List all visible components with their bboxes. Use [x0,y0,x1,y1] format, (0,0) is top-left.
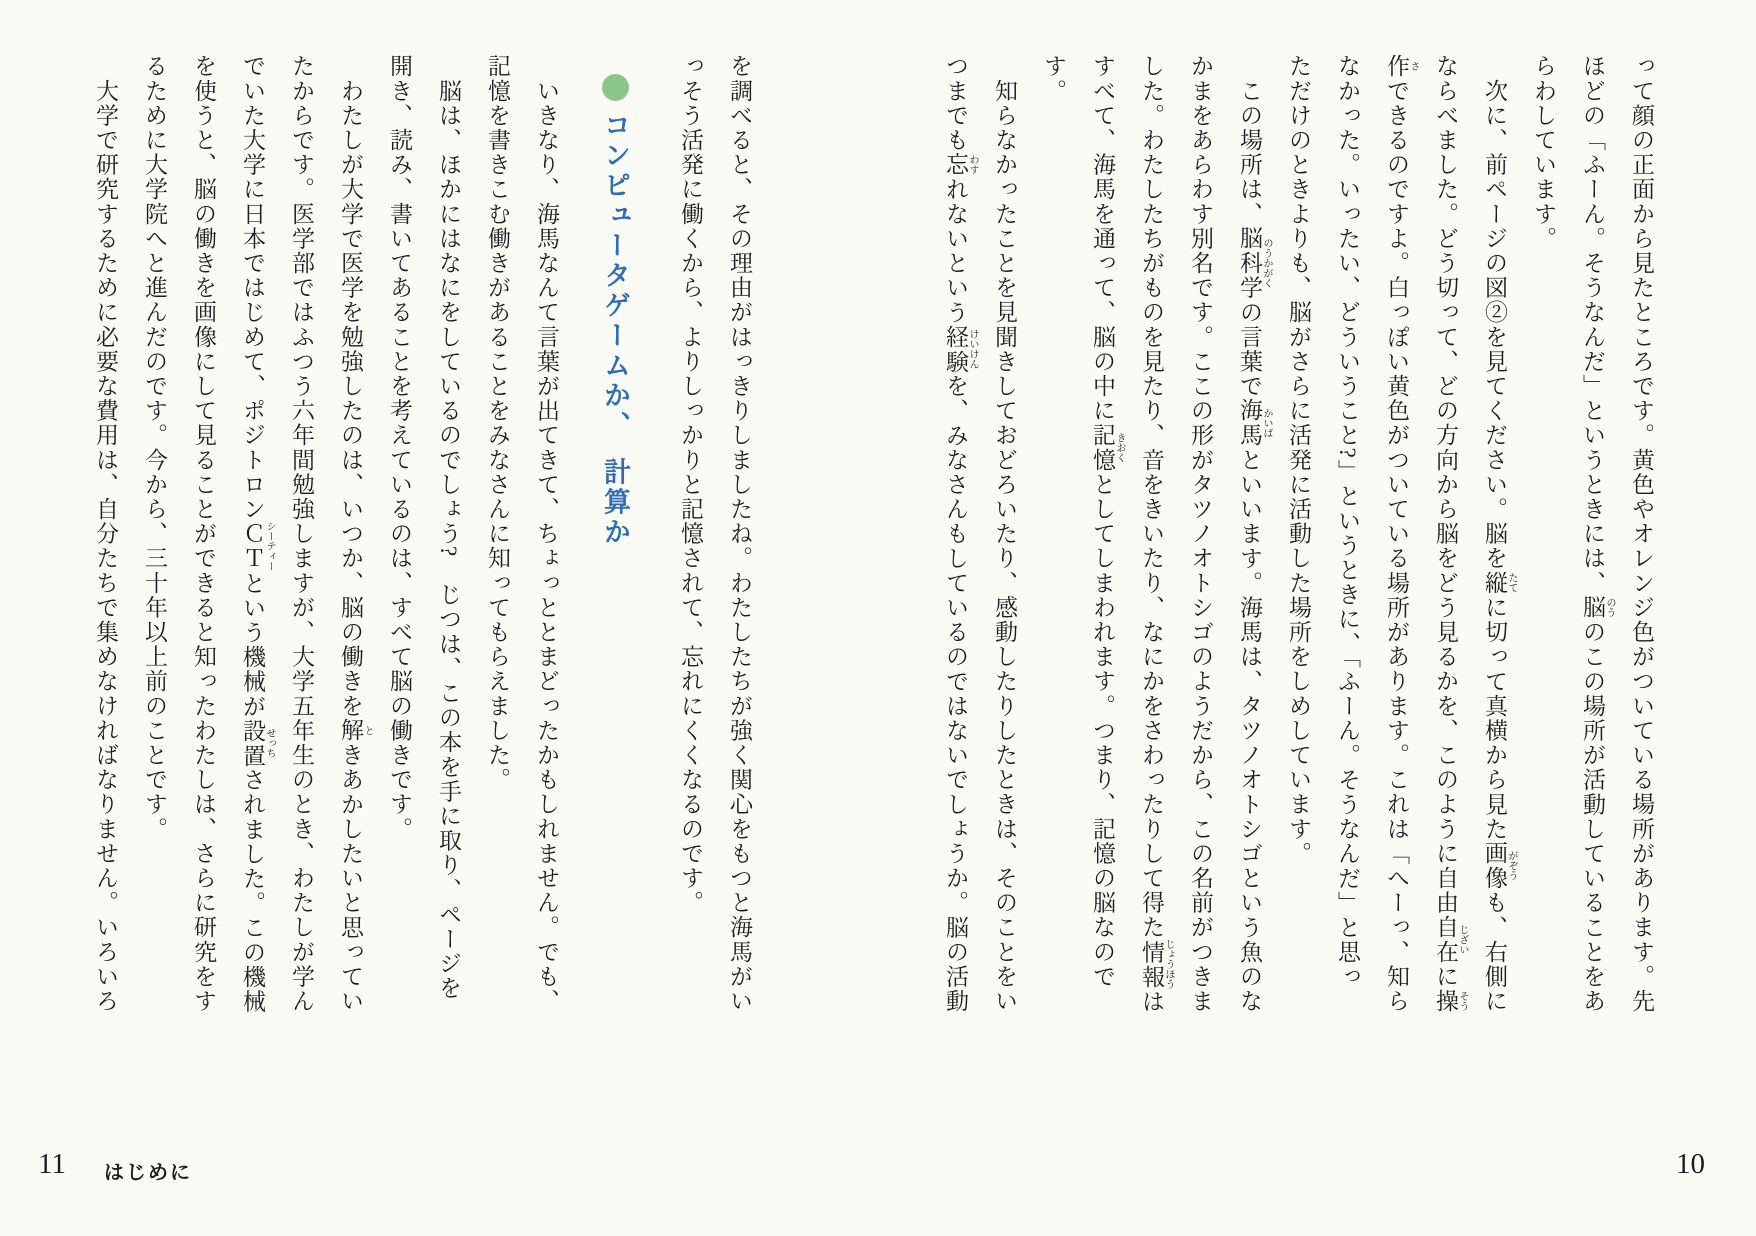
section-heading [590,54,639,1034]
text-line: この場所は、脳科学 のうかがくの言葉で海馬 かいばといいます。海馬は、タツノオトシゴという魚のな [1237,54,1272,1014]
text-line: を調べると、その理由がはっきりしましたね。わたしたちが強く関心をもつと海馬がい [727,54,752,1014]
page-number-10: 10 [1676,1148,1705,1180]
text-line: ならべました。どう切って、どの方向から脳をどう見るかを、このように自由自在 じざいに操 そう [1433,54,1468,1014]
section-heading-label: コンピュータゲームか、 計算か [600,111,630,548]
text-line: ただけのときよりも、脳がさらに活発に活動した場所をしめしています。 [1286,54,1311,866]
text-line: 次に、前ページの図②を見てください。脳を縦 たてに切って真横から見た画像 がぞうも、右側に [1482,54,1517,1014]
text-line: 脳は、ほかにはなにをしているのでしょう? じつは、この本を手に取り、ページを [436,54,461,1001]
text-line: 記憶を書きこむ働きがあることをみなさんに知ってもらえました。 [485,54,510,792]
text-line: 知らなかったことを見聞きしておどろいたり、感動したりしたときは、そのことをい [992,54,1017,1014]
page-11-body-text [81,54,764,1034]
text-line: でいた大学に日本ではじめて、ポジトロンＣＴ シーティーという機械が設置 せっちされました。この機械 [240,54,275,1014]
green-bullet-icon [602,74,629,101]
text-line: 開き、読み、書いてあることを考えているのは、すべて脳の働きです。 [387,54,412,842]
text-line: 作 さできるのですよ。白っぽい黄色がついている場所があります。これは「へーっ、知ら [1384,54,1419,1014]
text-line: すべて、海馬を通って、脳の中に記憶 きおくとしてしまわれます。つまり、記憶の脳なのです。 [1041,54,1125,989]
text-line: つまでも忘 わすれないという経験 けいけんを、みなさんもしているのではないでしょうか。脳の活動 [943,54,978,1014]
text-line: ほどの「ふーん。そうなんだ」というときには、脳 のうのこの場所が活動していることをあ [1580,54,1615,1014]
text-line: っそう活発に働くから、よりしっかりと記憶されて、忘れにくくなるのです。 [678,54,703,915]
text-line: 大学で研究するために必要な費用は、自分たちで集めなければなりません。いろいろ [93,54,118,1014]
text-line: した。わたしたちがものを見たり、音をきいたり、なにかをさわったりして得た情報 じょうほうは [1139,54,1174,1014]
text-line: いきなり、海馬なんて言葉が出てきて、ちょっととまどったかもしれません。でも、 [534,54,559,1014]
text-line: るために大学院へと進んだのです。今から、三十年以上前のことです。 [142,54,167,842]
running-head-chapter: はじめに [104,1162,192,1184]
page-10-body-text [931,54,1666,1034]
text-line: わたしが大学で医学を勉強したのは、いつか、脳の働きを解 ときあかしたいと思ってい [338,54,373,1014]
page-number-11: 11 [38,1148,66,1180]
text-line: たからです。医学部ではふつう六年間勉強しますが、大学五年生のとき、わたしが学ん [289,54,314,1014]
text-line: って顔の正面から見たところです。黄色やオレンジ色がついている場所があります。先 [1629,54,1654,1014]
text-line: かまをあらわす別名です。ここの形がタツノオトシゴのようだから、この名前がつきま [1188,54,1213,1014]
text-line: なかった。いったい、どういうこと?」というときに、「ふーん。そうなんだ」と思っ [1335,54,1360,990]
paragraph-group-after-heading [81,54,571,1034]
text-line: らわしています。 [1531,54,1556,251]
paragraph-group-before-heading [666,54,764,1034]
text-line: を使うと、脳の働きを画像にして見ることができると知ったわたしは、さらに研究をす [191,54,216,1014]
